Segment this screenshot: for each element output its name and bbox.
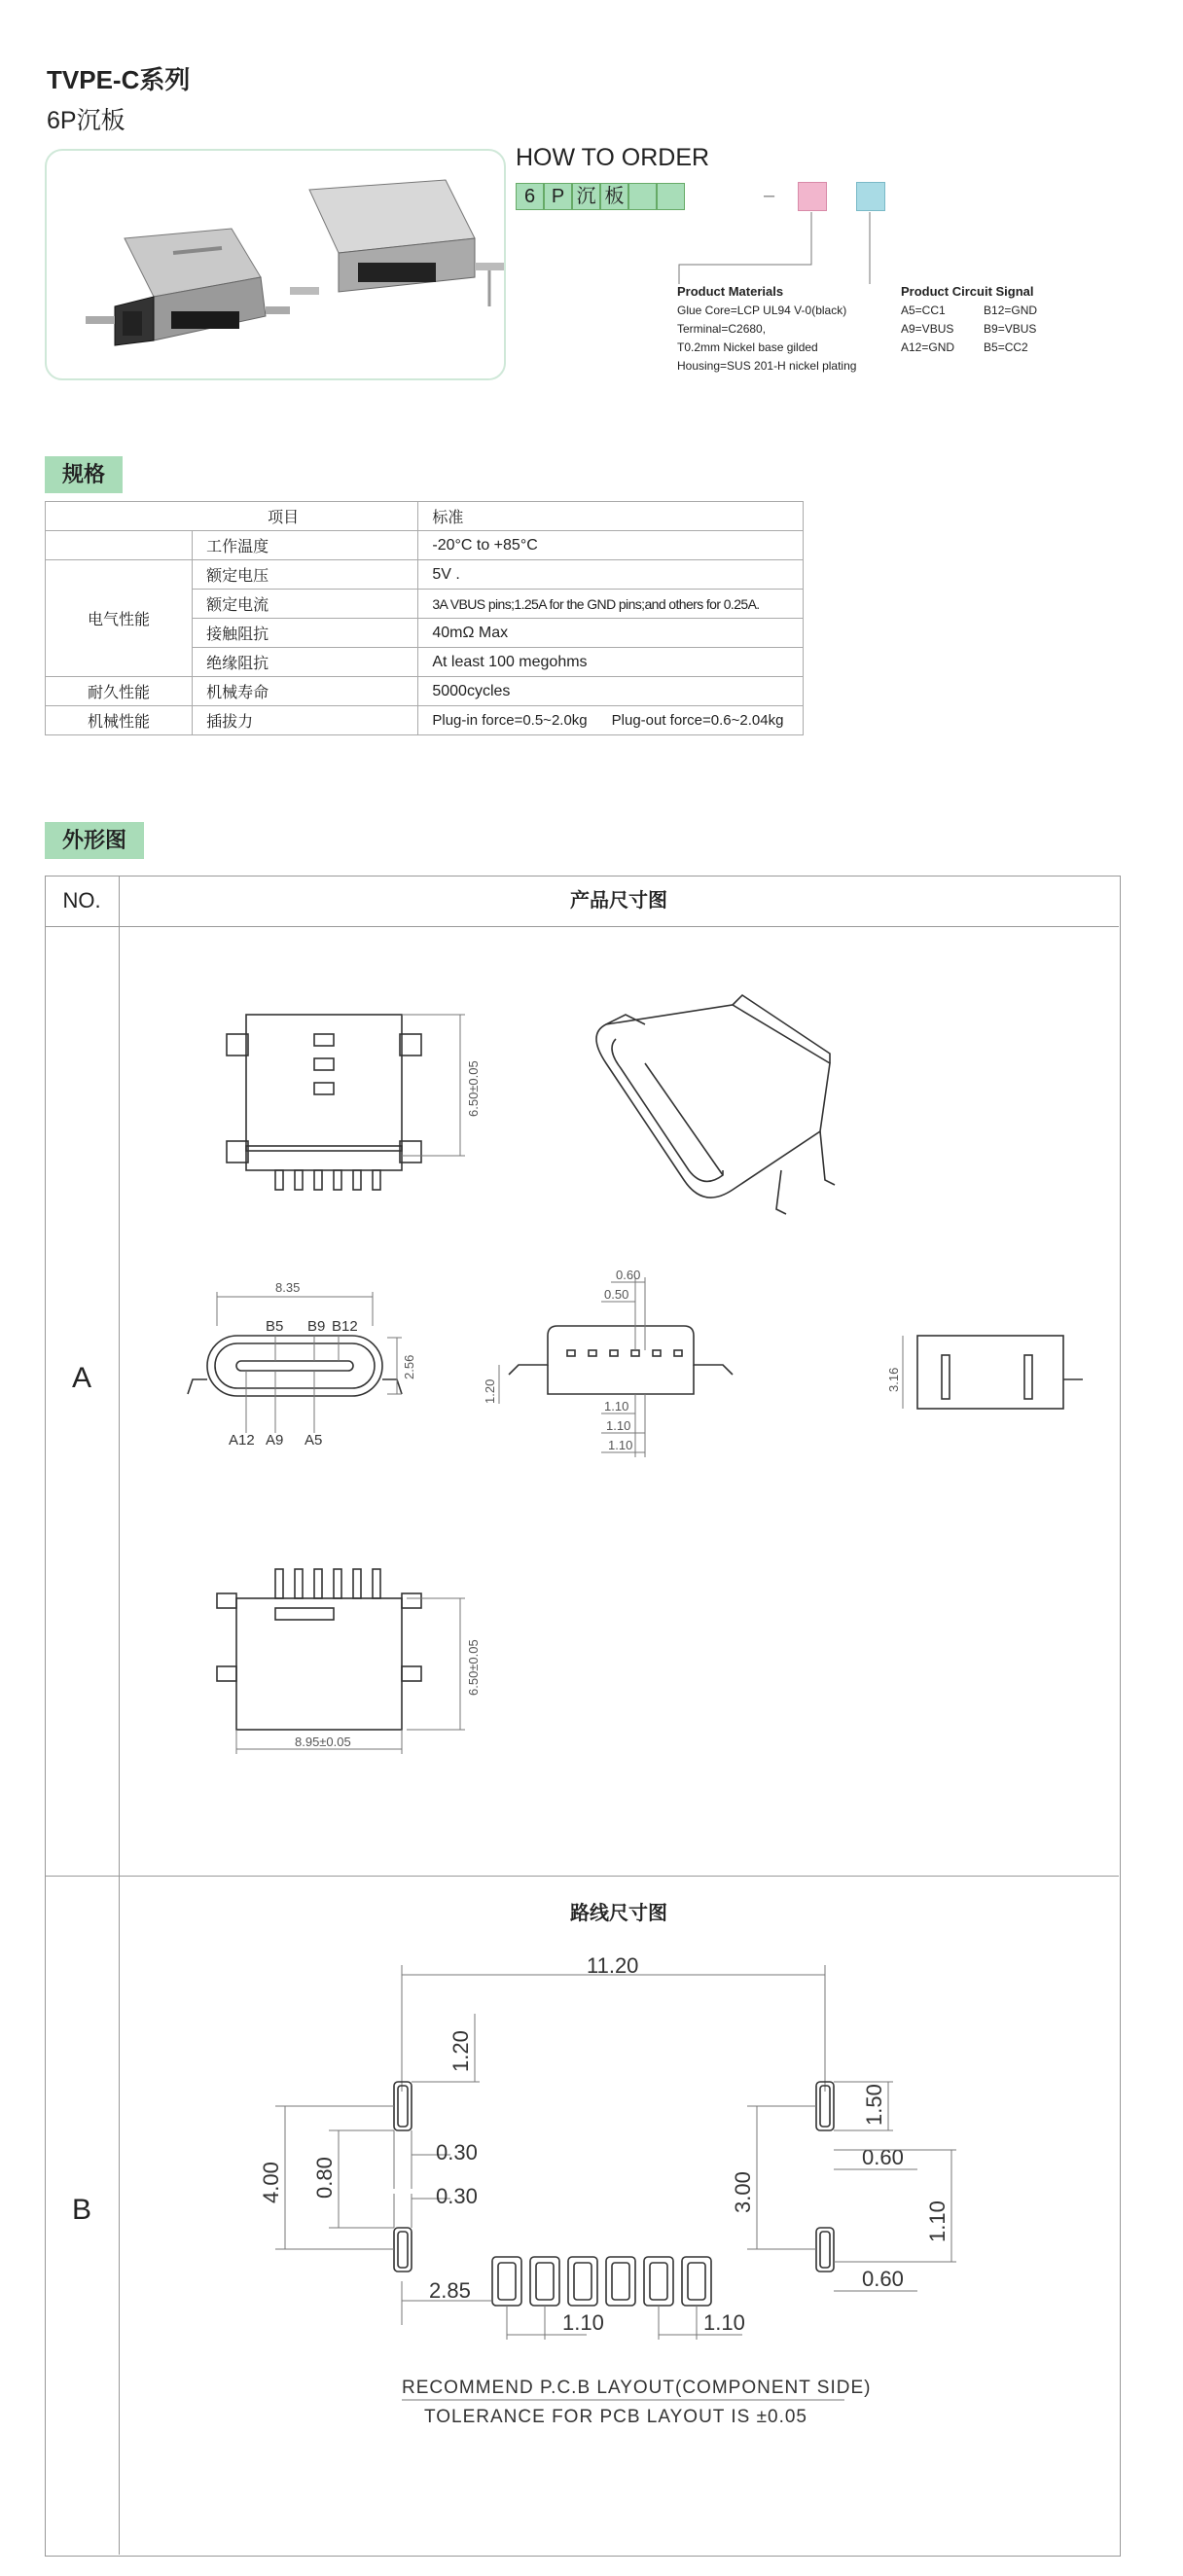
spec-header-row bbox=[46, 502, 804, 531]
signal-item: B5=CC2 bbox=[984, 340, 1028, 354]
order-code-row bbox=[516, 183, 685, 210]
spec-item: 绝缘阻抗 bbox=[193, 648, 418, 677]
spec-table bbox=[45, 501, 804, 735]
row-divider bbox=[45, 1876, 1119, 1877]
dim-v1: 1.20 bbox=[448, 2030, 473, 2072]
pcb-note-1: RECOMMEND P.C.B LAYOUT(COMPONENT SIDE) bbox=[402, 2378, 872, 2398]
dim-060: 0.60 bbox=[616, 1268, 641, 1282]
row-label-a: A bbox=[71, 1362, 91, 1394]
spec-group: 耐久性能 bbox=[46, 677, 193, 706]
page-subtitle: 6P沉板 bbox=[47, 107, 125, 134]
materials-line: Terminal=C2680, bbox=[677, 322, 767, 336]
signal-item: A9=VBUS bbox=[901, 322, 954, 336]
spec-value: At least 100 megohms bbox=[418, 648, 804, 677]
dim-r110: 1.10 bbox=[925, 2200, 950, 2242]
order-cell: 6 bbox=[516, 183, 544, 210]
spec-item: 额定电压 bbox=[193, 560, 418, 590]
order-leader-lines bbox=[671, 204, 1080, 292]
signal-title: Product Circuit Signal bbox=[901, 284, 1034, 299]
front-view bbox=[188, 1280, 416, 1449]
spec-item: 机械寿命 bbox=[193, 677, 418, 706]
signal-item: B12=GND bbox=[984, 304, 1038, 317]
dim-b110a: 1.10 bbox=[562, 2310, 604, 2335]
spec-section-tag: 规格 bbox=[45, 456, 123, 493]
pcb-note-2: TOLERANCE FOR PCB LAYOUT IS ±0.05 bbox=[424, 2407, 807, 2427]
order-cell: P bbox=[544, 183, 572, 210]
pcb-title: 路线尺寸图 bbox=[570, 1903, 667, 1924]
spec-value: 40mΩ Max bbox=[418, 619, 804, 648]
product-materials bbox=[677, 282, 856, 376]
dim-050: 0.50 bbox=[604, 1287, 629, 1302]
dim-110: 1.10 bbox=[606, 1418, 631, 1433]
pin-label: B5 bbox=[266, 1318, 284, 1335]
pin-label: B9 bbox=[307, 1318, 326, 1335]
dim-b110b: 1.10 bbox=[703, 2310, 745, 2335]
table-row bbox=[46, 560, 804, 590]
dash-separator: – bbox=[764, 185, 775, 206]
spec-item: 插拔力 bbox=[193, 706, 418, 735]
product-photo bbox=[45, 149, 506, 380]
materials-line: Glue Core=LCP UL94 V-0(black) bbox=[677, 304, 847, 317]
top-view bbox=[227, 1015, 481, 1190]
dim-110: 1.10 bbox=[608, 1438, 633, 1452]
pin-label: A12 bbox=[229, 1432, 255, 1449]
dim-r150: 1.50 bbox=[862, 2084, 886, 2126]
materials-line: Housing=SUS 201-H nickel plating bbox=[677, 359, 857, 373]
table-row bbox=[46, 677, 804, 706]
pin-label: A5 bbox=[305, 1432, 323, 1449]
how-to-order-heading: HOW TO ORDER bbox=[516, 144, 710, 171]
dim-h2: 2.56 bbox=[402, 1354, 416, 1379]
spec-item: 接触阻抗 bbox=[193, 619, 418, 648]
dim-r060b: 0.60 bbox=[862, 2267, 904, 2291]
spec-item: 额定电流 bbox=[193, 590, 418, 619]
pcb-layout-drawing bbox=[120, 1936, 1118, 2549]
spec-group: 机械性能 bbox=[46, 706, 193, 735]
dim-w1: 8.35 bbox=[275, 1280, 301, 1295]
spec-value: 5000cycles bbox=[418, 677, 804, 706]
col-no-header: NO. bbox=[62, 888, 101, 912]
spec-head-item: 项目 bbox=[46, 502, 418, 531]
dim-120: 1.20 bbox=[483, 1378, 497, 1404]
order-cell: 板 bbox=[600, 183, 628, 210]
bottom-view bbox=[217, 1569, 481, 1754]
product-circuit-signal bbox=[901, 282, 1037, 357]
order-cell bbox=[628, 183, 657, 210]
spec-value: 5V . bbox=[418, 560, 804, 590]
order-cell: 沉 bbox=[572, 183, 600, 210]
signal-item: A5=CC1 bbox=[901, 304, 946, 317]
dim-end-h: 3.16 bbox=[886, 1367, 901, 1392]
page-title: TVPE-C系列 bbox=[47, 65, 191, 94]
table-row bbox=[46, 706, 804, 735]
materials-title: Product Materials bbox=[677, 284, 784, 299]
spec-item: 工作温度 bbox=[193, 531, 418, 560]
dim-r060a: 0.60 bbox=[862, 2145, 904, 2169]
dim-p1: 0.30 bbox=[436, 2140, 478, 2165]
end-view bbox=[886, 1336, 1083, 1409]
spec-head-std: 标准 bbox=[418, 502, 804, 531]
pin-label: B12 bbox=[332, 1318, 358, 1335]
dim-h4: 4.00 bbox=[259, 2162, 283, 2203]
row-label-b: B bbox=[71, 2194, 91, 2226]
dim-l285: 2.85 bbox=[429, 2278, 471, 2303]
product-dimension-drawing bbox=[120, 927, 1118, 1875]
dim-h3: 6.50±0.05 bbox=[466, 1639, 481, 1696]
outline-section-tag: 外形图 bbox=[45, 822, 144, 859]
signal-item: B9=VBUS bbox=[984, 322, 1037, 336]
dim-p2: 0.30 bbox=[436, 2184, 478, 2208]
signal-item: A12=GND bbox=[901, 340, 955, 354]
dim-h08: 0.80 bbox=[312, 2157, 337, 2199]
dim-h3b: 3.00 bbox=[731, 2171, 755, 2213]
spec-group: 电气性能 bbox=[46, 560, 193, 677]
spec-value: Plug-in force=0.5~2.0kg Plug-out force=0.6~2.04kg bbox=[418, 706, 804, 735]
dim-h1: 6.50±0.05 bbox=[466, 1060, 481, 1117]
dim-110: 1.10 bbox=[604, 1399, 629, 1413]
col-title-header: 产品尺寸图 bbox=[570, 890, 667, 912]
dim-w2: 8.95±0.05 bbox=[295, 1735, 351, 1749]
materials-line: T0.2mm Nickel base gilded bbox=[677, 340, 818, 354]
table-row bbox=[46, 531, 804, 560]
spec-value: -20°C to +85°C bbox=[418, 531, 804, 560]
isometric-view bbox=[596, 995, 835, 1214]
pin-label: A9 bbox=[266, 1432, 284, 1449]
dim-w: 11.20 bbox=[587, 1953, 639, 1978]
spec-value: 3A VBUS pins;1.25A for the GND pins;and others for 0.25A. bbox=[418, 590, 804, 619]
side-view bbox=[483, 1268, 733, 1457]
